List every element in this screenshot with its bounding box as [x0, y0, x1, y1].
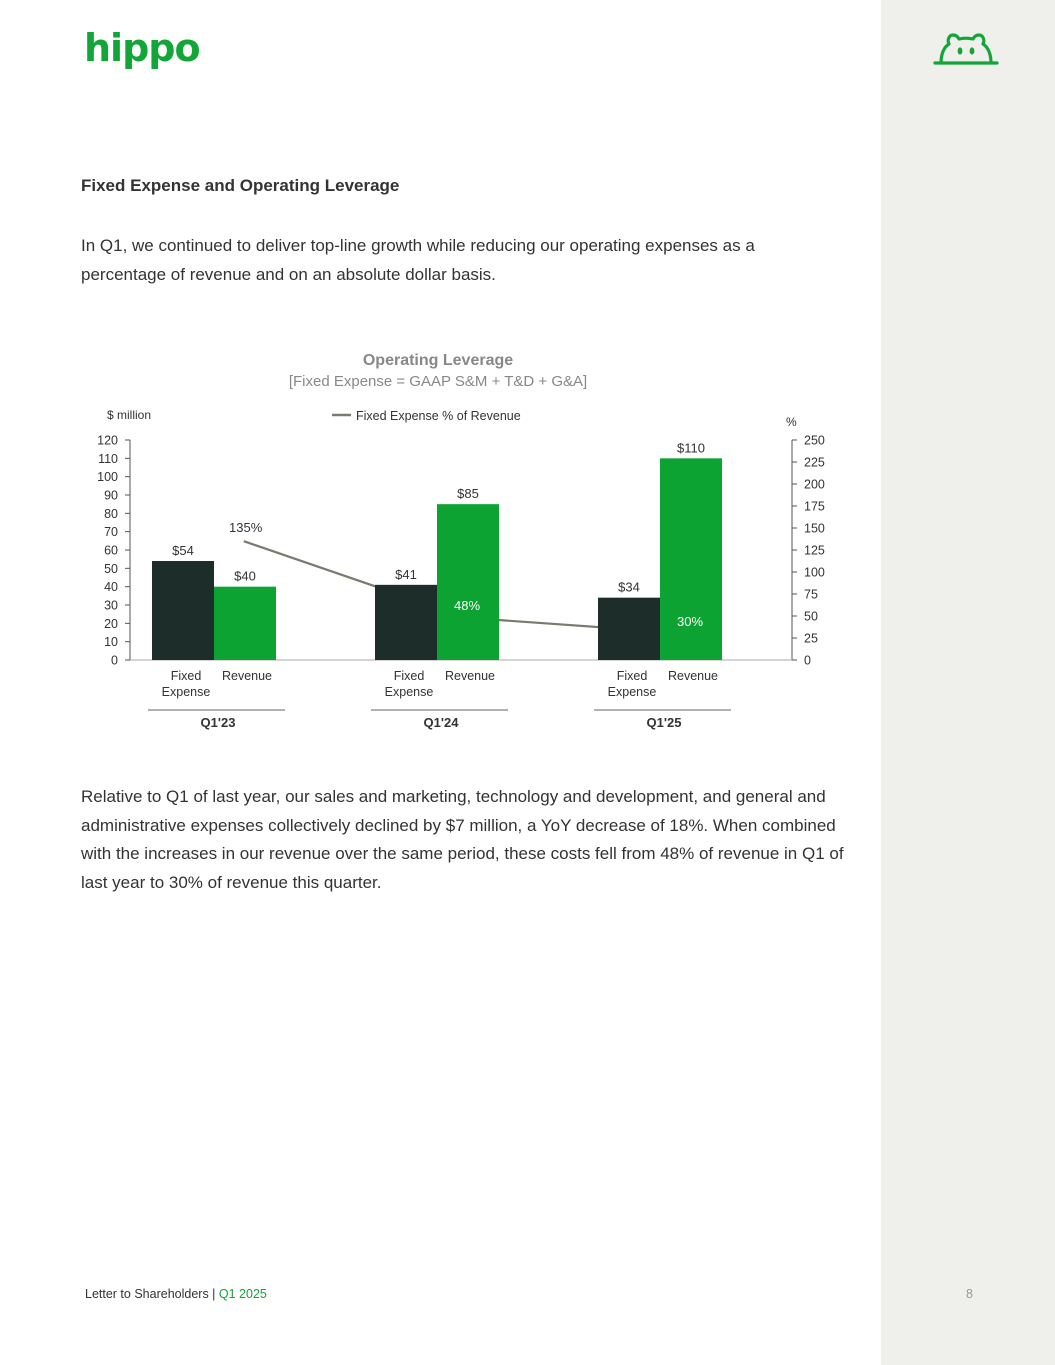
- left-axis-title: $ million: [107, 408, 152, 422]
- legend-label: Fixed Expense % of Revenue: [356, 409, 521, 423]
- x-label-revenue: Revenue: [444, 669, 496, 683]
- intro-paragraph: In Q1, we continued to deliver top-line growth while reducing our operating expenses as a percentage of revenue and on an absolute dollar basis.: [81, 236, 755, 284]
- left-axis-tick-label: 50: [104, 561, 118, 576]
- left-axis-tick-label: 70: [104, 525, 118, 540]
- left-axis-tick-label: 30: [104, 598, 118, 613]
- right-sidebar-panel: [881, 0, 1055, 1365]
- x-label-fixed: Fixed: [170, 669, 202, 683]
- conclusion-paragraph: Relative to Q1 of last year, our sales and marketing, technology and development, and general and administrative expenses collectively declined by $7 million, a YoY decrease of 18%. When combined with the increases in our revenue over the same period, these costs fell from 48% of revenue in Q1 of last year to 30% of revenue this quarter.: [81, 787, 844, 892]
- left-axis-tick-label: 120: [97, 433, 118, 448]
- x-label-revenue: Revenue: [221, 669, 273, 683]
- group-label: Q1'23: [200, 715, 236, 730]
- x-label-fixed: Fixed: [616, 669, 648, 683]
- right-axis-title: %: [786, 415, 797, 429]
- chart-title: Operating Leverage: [362, 352, 514, 369]
- page-number: 8: [966, 1287, 973, 1301]
- left-axis-tick-label: 100: [97, 470, 118, 485]
- data-label-fixed-expense: $34: [618, 579, 640, 595]
- line-point-label: 30%: [676, 614, 704, 629]
- group-label: Q1'24: [423, 715, 459, 730]
- hippo-logo: hippo: [84, 26, 200, 70]
- right-axis-tick-label: 175: [804, 499, 825, 514]
- hippo-head-icon: [932, 30, 1000, 66]
- right-axis-tick-label: 100: [804, 565, 825, 580]
- footer-quarter: Q1 2025: [218, 1287, 267, 1301]
- bar-fixed-expense: [375, 585, 437, 660]
- right-axis-tick-label: 25: [804, 631, 818, 646]
- left-axis-tick-label: 20: [104, 616, 118, 631]
- bar-fixed-expense: [598, 598, 660, 660]
- x-label-fixed: Fixed: [393, 669, 425, 683]
- right-axis-tick-label: 50: [804, 609, 818, 624]
- bar-revenue: [660, 458, 722, 660]
- right-axis-tick-label: 150: [804, 521, 825, 536]
- data-label-fixed-expense: $41: [395, 566, 417, 582]
- left-axis-tick-label: 10: [104, 635, 118, 650]
- right-axis-tick-label: 0: [804, 653, 811, 668]
- bar-revenue: [214, 587, 276, 660]
- right-axis-tick-label: 75: [804, 587, 818, 602]
- left-axis-tick-label: 40: [104, 580, 118, 595]
- data-label-revenue: $85: [457, 486, 479, 502]
- left-axis-tick-label: 60: [104, 543, 118, 558]
- section-heading: Fixed Expense and Operating Leverage: [81, 176, 400, 195]
- x-label-expense: Expense: [384, 685, 434, 699]
- line-point-label: 135%: [229, 520, 263, 535]
- x-label-expense: Expense: [607, 685, 657, 699]
- right-axis-tick-label: 250: [804, 433, 825, 448]
- operating-leverage-chart: [0, 340, 881, 750]
- bar-fixed-expense: [152, 561, 214, 660]
- data-label-revenue: $110: [677, 440, 705, 456]
- left-axis-tick-label: 90: [104, 488, 118, 503]
- right-axis-tick-label: 225: [804, 455, 825, 470]
- x-label-expense: Expense: [161, 685, 211, 699]
- x-label-revenue: Revenue: [667, 669, 719, 683]
- footer-document-name: Letter to Shareholders |: [85, 1287, 219, 1301]
- bar-revenue: [437, 504, 499, 660]
- chart-subtitle: [Fixed Expense = GAAP S&M + T&D + G&A]: [288, 373, 588, 390]
- left-axis-tick-label: 80: [104, 506, 118, 521]
- right-axis-tick-label: 200: [804, 477, 825, 492]
- right-axis-tick-label: 125: [804, 543, 825, 558]
- left-axis-tick-label: 0: [111, 653, 118, 668]
- left-axis-tick-label: 110: [98, 451, 118, 466]
- data-label-revenue: $40: [234, 568, 256, 584]
- group-label: Q1'25: [646, 715, 682, 730]
- data-label-fixed-expense: $54: [172, 543, 194, 558]
- footer-label: [85, 1287, 267, 1301]
- line-point-label: 48%: [453, 598, 481, 613]
